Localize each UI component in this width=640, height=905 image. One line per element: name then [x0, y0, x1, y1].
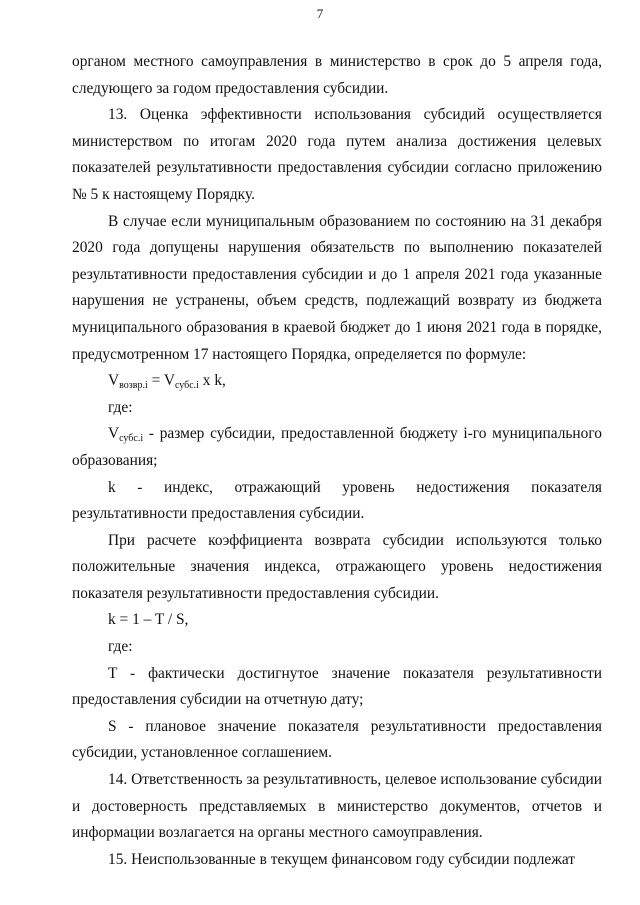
- definition-t: T - фактически достигнутое значение показателя результативности предоставления субсидии на отчетную дату;: [72, 664, 602, 709]
- formula-tail: x k,: [198, 372, 226, 390]
- paragraph-15: 15. Неиспользованные в текущем финансовом году субсидии подлежат: [108, 850, 576, 868]
- formula-subscript: возвр.i: [119, 380, 148, 392]
- definition-s: S - плановое значение показателя результативности предоставления субсидии, установленное соглашением.: [72, 717, 602, 762]
- definition-text: - размер субсидии, предоставленной бюджету i-го муниципального образования;: [72, 425, 602, 469]
- paragraph-continuation: органом местного самоуправления в министерство в срок до 5 апреля года, следующего за годом предоставления субсидии.: [72, 53, 602, 97]
- definition-subscript: субс.i: [119, 433, 144, 445]
- document-body: [72, 49, 602, 873]
- definition-symbol: V: [108, 425, 120, 443]
- formula-refund: [72, 368, 602, 395]
- where-label: где:: [108, 398, 133, 416]
- formula-symbol: V: [108, 372, 120, 390]
- paragraph-13: 13. Оценка эффективности использования субсидий осуществляется министерством по итогам 2020 года путем анализа достижения целевых показателей результативности предоставления субсидии согласно приложению № 5 к настоящему Порядку.: [72, 106, 602, 203]
- definition-k: k - индекс, отражающий уровень недостижения показателя результативности предоставления субсидии.: [72, 478, 602, 523]
- paragraph-violation: В случае если муниципальным образованием по состоянию на 31 декабря 2020 года допущены нарушения обязательств по выполнению показателей результативности предоставления субсидии и до 1 апреля 2021 года указанные нарушения не устранены, объем средств, подлежащий возврату из бюджета муниципального образования в краевой бюджет до 1 июня 2021 года в порядке, предусмотренном 17 настоящего Порядка, определяется по формуле:: [72, 212, 602, 363]
- formula-subscript: субс.i: [174, 380, 199, 392]
- page-number: 7: [316, 6, 324, 21]
- paragraph-coefficient: При расчете коэффициента возврата субсидии используются только положительные значения индекса, отражающего уровень недостижения показателя результативности предоставления субсидии.: [72, 531, 602, 602]
- formula-k: k = 1 – T / S,: [108, 611, 189, 629]
- formula-equals: = V: [147, 372, 175, 390]
- paragraph-14: 14. Ответственность за результативность, целевое использование субсидии и достоверность представляемых в министерство документов, отчетов и информации возлагается на органы местного самоуправления.: [72, 771, 602, 842]
- where-label: где:: [108, 638, 133, 656]
- definition-v: [72, 421, 602, 474]
